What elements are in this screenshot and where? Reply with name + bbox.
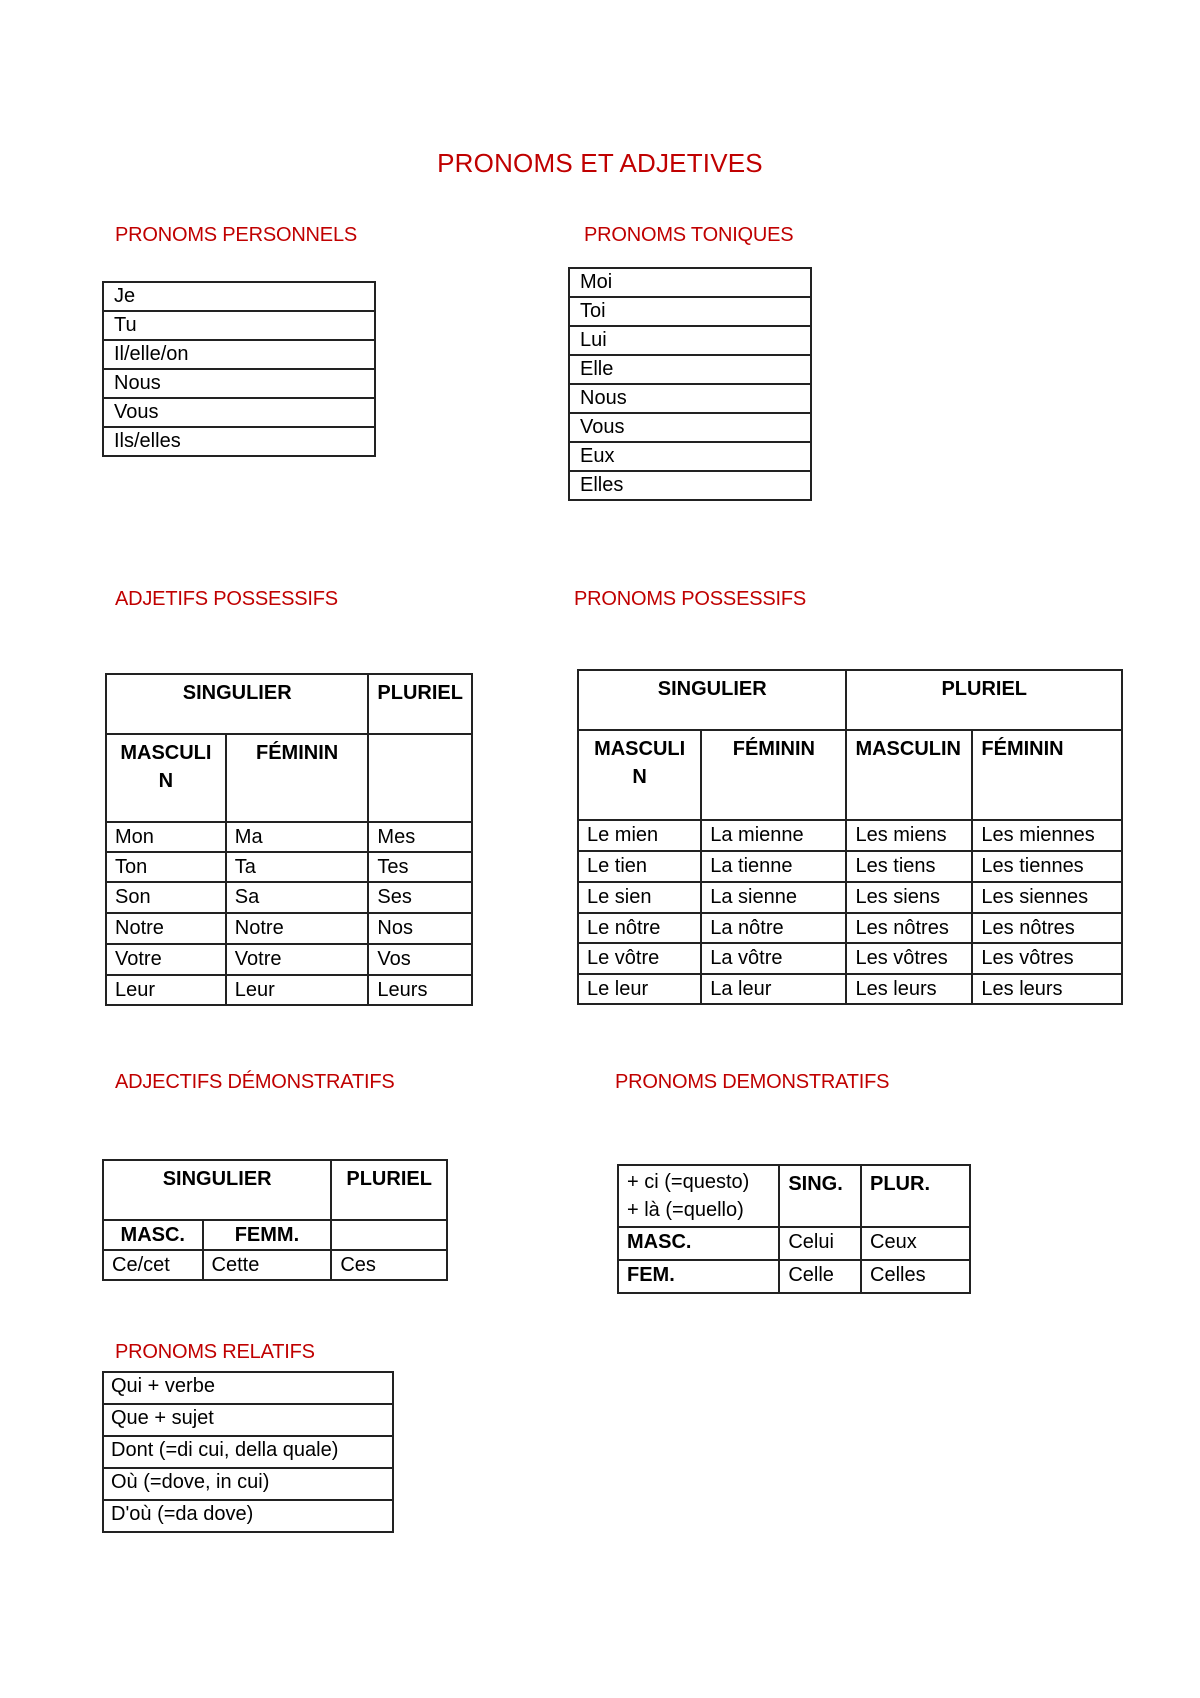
list-item: Il/elle/on [103,340,375,369]
list-item: Que + sujet [103,1404,393,1436]
table-cell: La vôtre [701,943,846,974]
table-cell: Le vôtre [578,943,701,974]
feminin-header: FÉMININ [226,734,369,822]
list-item: Je [103,282,375,311]
singulier-header: SINGULIER [578,670,846,730]
table-cell: Ta [226,852,369,882]
toniques-table [568,267,812,501]
table-cell: Celle [779,1260,861,1293]
table-cell: Leur [226,975,369,1005]
table-cell: Mon [106,822,226,852]
table-cell: Ses [368,882,472,913]
row-label: MASC. [618,1227,779,1260]
ci-la-cell [618,1165,779,1227]
table-cell: Le tien [578,851,701,882]
table-cell: Ces [331,1250,447,1280]
page-title: PRONOMS ET ADJETIVES [437,148,763,178]
table-cell: Ce/cet [103,1250,203,1280]
pron-demonstratifs-table [617,1164,971,1294]
la-suffix: + là (=quello) [627,1199,744,1221]
ci-suffix: + ci (=questo) [627,1171,750,1193]
masc-header: MASC. [103,1220,203,1250]
masculin-pluriel-header: MASCULIN [846,730,972,820]
table-cell: Les nôtres [846,913,972,943]
list-item: Nous [103,369,375,398]
personnels-heading: PRONOMS PERSONNELS [115,224,358,246]
table-cell: La leur [701,974,846,1004]
pron-demonstratifs-heading: PRONOMS DEMONSTRATIFS [615,1071,890,1093]
adj-demonstratifs-table [102,1159,448,1281]
pluriel-header: PLURIEL [846,670,1122,730]
adj-demonstratifs-heading: ADJECTIFS DÉMONSTRATIFS [115,1071,395,1093]
table-cell: Les vôtres [972,943,1122,974]
masculin-header: MASCULI N [106,734,226,822]
femm-header: FEMM. [203,1220,332,1250]
pron-possessifs-heading: PRONOMS POSSESSIFS [574,588,807,610]
table-cell: Son [106,882,226,913]
table-cell: La nôtre [701,913,846,943]
table-cell: Mes [368,822,472,852]
table-cell: Tes [368,852,472,882]
masculin-header: MASCULI N [578,730,701,820]
table-cell: Le nôtre [578,913,701,943]
table-cell: Le sien [578,882,701,913]
table-cell: La tienne [701,851,846,882]
list-item: Moi [569,268,811,297]
feminin-header: FÉMININ [701,730,846,820]
table-cell: Les leurs [972,974,1122,1004]
table-cell: Les nôtres [972,913,1122,943]
table-cell: Votre [226,944,369,975]
singulier-header: SINGULIER [103,1160,331,1220]
table-cell: Nos [368,913,472,944]
list-item: D'où (=da dove) [103,1500,393,1532]
list-item: Elle [569,355,811,384]
table-cell: Les leurs [846,974,972,1004]
table-cell: Cette [203,1250,332,1280]
singulier-header: SINGULIER [106,674,368,734]
list-item: Lui [569,326,811,355]
table-cell: Votre [106,944,226,975]
table-cell: Les miennes [972,820,1122,851]
table-cell: La sienne [701,882,846,913]
relatifs-heading: PRONOMS RELATIFS [115,1341,315,1363]
table-cell: Notre [106,913,226,944]
table-cell: Celles [861,1260,970,1293]
relatifs-table [102,1371,394,1533]
table-cell: Leurs [368,975,472,1005]
plur-header: PLUR. [861,1165,970,1227]
empty-cell [331,1220,447,1250]
table-cell: Notre [226,913,369,944]
list-item: Vous [569,413,811,442]
table-cell: Les siens [846,882,972,913]
toniques-heading: PRONOMS TONIQUES [584,224,794,246]
adj-possessifs-table [105,673,473,1006]
list-item: Vous [103,398,375,427]
table-cell: Le leur [578,974,701,1004]
table-cell: Le mien [578,820,701,851]
table-cell: Vos [368,944,472,975]
table-cell: Ma [226,822,369,852]
pron-possessifs-table [577,669,1123,1005]
list-item: Tu [103,311,375,340]
list-item: Eux [569,442,811,471]
table-cell: Les tiens [846,851,972,882]
table-cell: Ton [106,852,226,882]
pluriel-header: PLURIEL [368,674,472,734]
list-item: Ils/elles [103,427,375,456]
empty-cell [368,734,472,822]
adj-possessifs-heading: ADJETIFS POSSESSIFS [115,588,338,610]
list-item: Qui + verbe [103,1372,393,1404]
list-item: Dont (=di cui, della quale) [103,1436,393,1468]
personnels-table [102,281,376,457]
table-cell: Celui [779,1227,861,1260]
table-cell: Ceux [861,1227,970,1260]
list-item: Elles [569,471,811,500]
table-cell: Les siennes [972,882,1122,913]
list-item: Nous [569,384,811,413]
table-cell: Les tiennes [972,851,1122,882]
pluriel-header: PLURIEL [331,1160,447,1220]
list-item: Où (=dove, in cui) [103,1468,393,1500]
table-cell: Les miens [846,820,972,851]
table-cell: Les vôtres [846,943,972,974]
feminin-pluriel-header: FÉMININ [972,730,1122,820]
list-item: Toi [569,297,811,326]
table-cell: La mienne [701,820,846,851]
table-cell: Leur [106,975,226,1005]
row-label: FEM. [618,1260,779,1293]
table-cell: Sa [226,882,369,913]
sing-header: SING. [779,1165,861,1227]
